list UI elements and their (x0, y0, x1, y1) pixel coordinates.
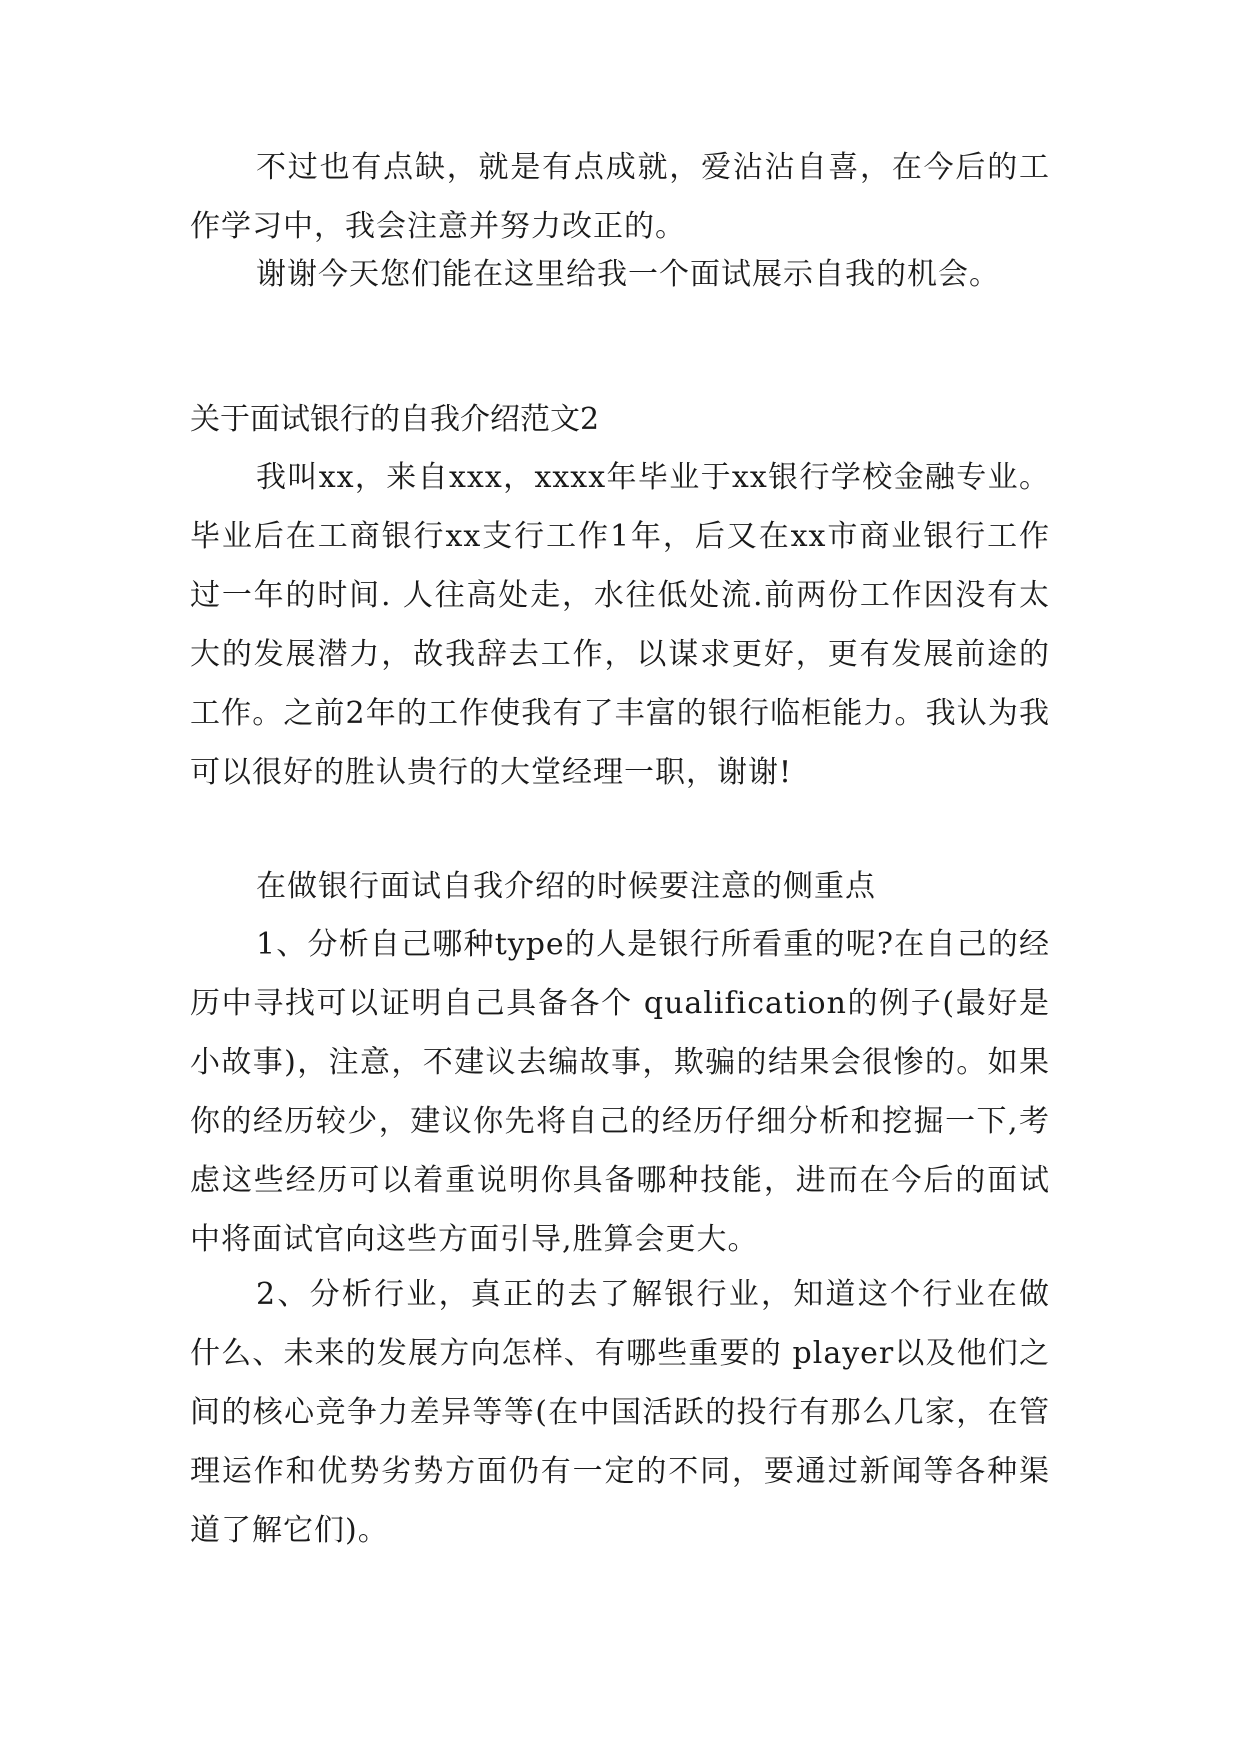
paragraph-thanks: 谢谢今天您们能在这里给我一个面试展示自我的机会。 (256, 257, 1000, 292)
paragraph-point-2: 2、分析行业，真正的去了解银行业，知道这个行业在做什么、未来的发展方向怎样、有哪些重要的 player以及他们之间的核心竞争力差异等等(在中国活跃的投行有那么几家，在管理运作和优势劣势方面仍有一定的不同，要通过新闻等各种渠道了解它们)。 (190, 1277, 1050, 1548)
paragraph-self-introduction: 我叫xx，来自xxx，xxxx年毕业于xx银行学校金融专业。毕业后在工商银行xx支行工作1年，后又在xx市商业银行工作过一年的时间. 人往高处走，水往低处流.前两份工作因没有太大的发展潜力，故我辞去工作，以谋求更好，更有发展前途的工作。之前2年的工作使我有了丰富的银行临柜能力。我认为我可以很好的胜认贵行的大堂经理一职，谢谢! (190, 460, 1050, 790)
paragraph-point-1: 1、分析自己哪种type的人是银行所看重的呢?在自己的经历中寻找可以证明自己具备各个 qualification的例子(最好是小故事)，注意，不建议去编故事，欺骗的结果会很惨的。如果你的经历较少，建议你先将自己的经历仔细分析和挖掘一下,考虑这些经历可以着重说明你具备哪种技能，进而在今后的面试中将面试官向这些方面引导,胜算会更大。 (190, 927, 1050, 1257)
paragraph-shortcomings: 不过也有点缺，就是有点成就，爱沾沾自喜，在今后的工作学习中，我会注意并努力改正的。 (190, 150, 1050, 244)
section-heading: 关于面试银行的自我介绍范文2 (190, 402, 600, 437)
paragraph-focus-points-title: 在做银行面试自我介绍的时候要注意的侧重点 (256, 869, 876, 904)
